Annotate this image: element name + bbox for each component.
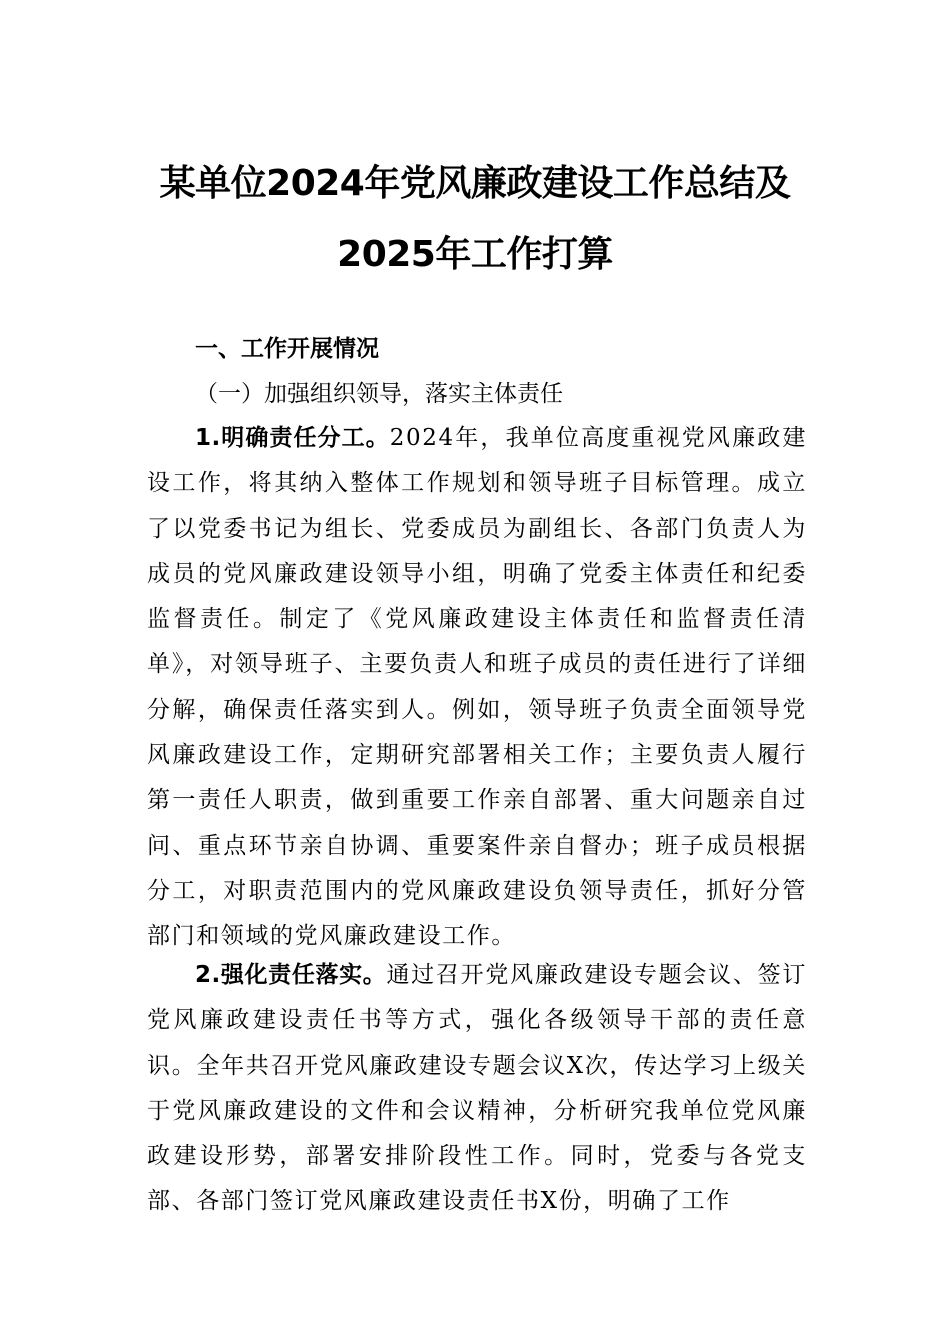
paragraph-2 (147, 953, 807, 1225)
document-title-line-1: 某单位2024年党风廉政建设工作总结及 (159, 163, 791, 204)
paragraph-1-body: 2024年，我单位高度重视党风廉政建设工作，将其纳入整体工作规划和领导班子目标管理。成立了以党委书记为组长、党委成员为副组长、各部门负责人为成员的党风廉政建设领导小组，明确了党委主体责任和纪委监督责任。制定了《党风廉政建设主体责任和监督责任清单》，对领导班子、主要负责人和班子成员的责任进行了详细分解，确保责任落实到人。例如，领导班子负责全面领导党风廉政建设工作，定期研究部署相关工作；主要负责人履行第一责任人职责，做到重要工作亲自部署、重大问题亲自过问、重点环节亲自协调、重要案件亲自督办；班子成员根据分工，对职责范围内的党风廉政建设负领导责任，抓好分管部门和领域的党风廉政建设工作。 (147, 425, 807, 950)
section-heading: 一、工作开展情况 (195, 336, 379, 362)
paragraph-2-lead: 2.强化责任落实。 (195, 962, 387, 988)
paragraph-2-body: 通过召开党风廉政建设专题会议、签订党风廉政建设责任书等方式，强化各级领导干部的责任意识。全年共召开党风廉政建设专题会议X次，传达学习上级关于党风廉政建设的文件和会议精神，分析研究我单位党风廉政建设形势，部署安排阶段性工作。同时，党委与各党支部、各部门签订党风廉政建设责任书X份，明确了工作 (147, 962, 808, 1215)
paragraph-1-lead: 1.明确责任分工。 (195, 425, 390, 451)
subsection-heading: （一）加强组织领导，落实主体责任 (195, 381, 563, 407)
document-title-line-2: 2025年工作打算 (337, 234, 613, 275)
paragraph-1 (147, 416, 807, 960)
